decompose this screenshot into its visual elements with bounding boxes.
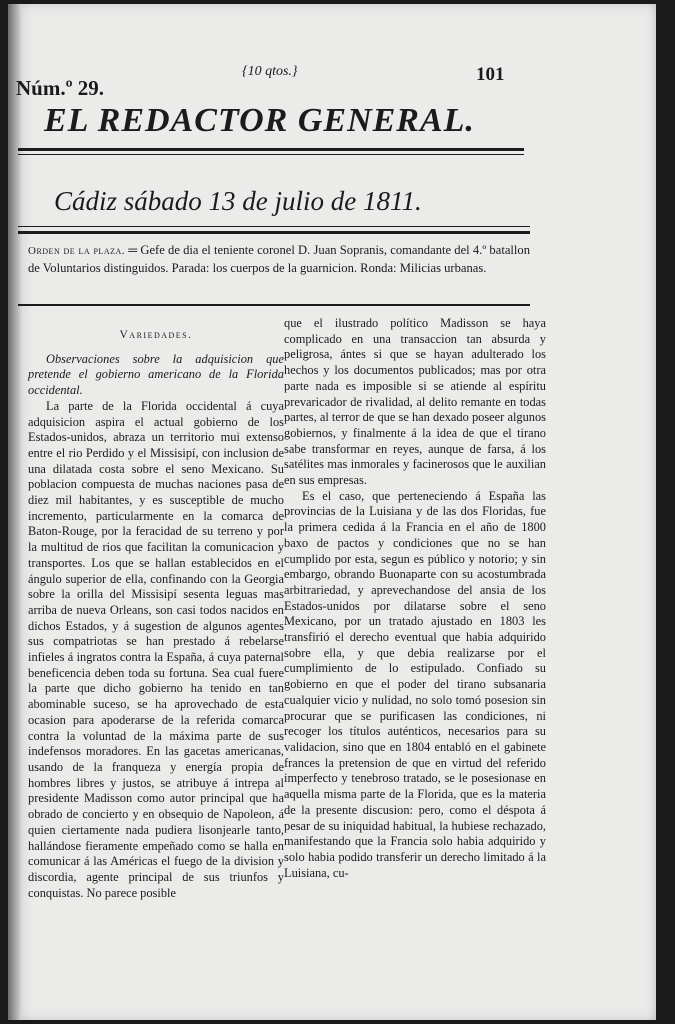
orden-rule (18, 304, 530, 306)
right-paragraph-1: que el ilustrado político Madisson se haya complicado en una transaccion tan absurda y peligrosa, ántes si que se hayan adulterado los hechos y los documentos publicados; mas por otra parte nada es imposible si se atiende al espíritu prevaricador de rivalidad, al delito remante en todas partes, al terror de que se han dexado poseer algunos gobiernos, y finalmente á la idea de que el tirano sabe transformar en reyes, aunque de farsa, á los satélites mas inmorales y facinerosos que le auxilian en sus empresas. (284, 316, 546, 488)
article-subtitle: Observaciones sobre la adquisicion que pretende el gobierno americano de la Florida occidental. (28, 351, 284, 398)
left-paragraph: La parte de la Florida occidental á cuya adquisicion aspira el actual gobierno de los Estados-unidos, abraza un territorio mui extenso entre el rio Perdido y el Missisipí, con inclusion de una dilatada costa sobre el seno Mexicano. Su poblacion compuesta de muchas naciones pasa de diez mil habitantes, y es susceptible de mucho incremento, particularmente en la comarca de Baton-Rouge, por la feracidad de su terreno y por la multitud de rios que facilitan la comunicacion y transportes. Los que se hallan establecidos en el ángulo superior de ella, confinando con la Georgia sobre la orilla del Missisipí sesenta leguas mas arriba de nueva Orleans, son casi todos nacidos en dichos Estados, y á sugestion de algunos agentes sus compatriotas se han prestado á rebelarse infieles á ingratos contra la España, á cuya paternal beneficencia deben toda su fortuna. Sea cual fuere la parte que dicho gobierno ha tenido en tan abominable suceso, se ha aprovechado de esta ocasion para apoderarse de la referida comarca contra la voluntad de la máxima parte de sus indefensos moradores. En las gacetas americanas, usando de la franqueza y energía propia de hombres libres y justos, se atribuye á intrepa al presidente Madisson como autor principal que ha obrado de concierto y en obsequio de Napoleon, á quien ciertamente nada pudiera lisonjearle tanto, hallándose fieramente empeñado como se halla en comunicar á las Américas el fuego de la division y discordia, agente principal de sus triunfos y conquistas. No parece posible (28, 398, 284, 900)
newspaper-title: EL REDACTOR GENERAL. (44, 102, 475, 139)
issue-number: Núm.º 29. (16, 76, 105, 100)
book-spine-shadow (8, 4, 22, 1020)
newspaper-page (8, 4, 656, 1020)
dateline: Cádiz sábado 13 de julio de 1811. (54, 186, 422, 216)
title-rule-top (18, 148, 524, 151)
left-column (28, 322, 284, 901)
orden-text: ═ Gefe de dia el teniente coronel D. Juan Sopranis, comandante del 4.º batallon de Voluntarios distinguidos. Parada: los cuerpos de la guarnicion. Ronda: Milicias urbanas. (28, 243, 531, 275)
orden-de-la-plaza (28, 242, 530, 276)
section-heading: Variedades. (119, 329, 193, 341)
dateline-rule-top (18, 226, 530, 227)
orden-label: Orden de la plaza. (28, 245, 126, 257)
right-column (284, 316, 546, 881)
issue-price: {10 qtos.} (242, 64, 298, 79)
dateline-rule-bottom (18, 231, 530, 234)
page-number: 101 (476, 64, 505, 85)
title-rule-bottom (18, 154, 524, 155)
right-paragraph-2: Es el caso, que perteneciendo á España las provincias de la Luisiana y de las dos Floridas, fue la primera cedida á la Francia en el año de 1800 baxo de pactos y condiciones que no se han cumplido por esta, segun es público y notorio; y sin embargo, obrando Buonaparte con su acostumbrada arbitrariedad, y aprevechandose del ansia de los Estados-unidos por dilatarse sobre el seno Mexicano, por un tratado ajustado en 1803 les transfirió el derecho eventual que habia adquirido sobre ella, y que debia realizarse por el cumplimiento de lo estipulado. Confiado su gobierno en que el poder del tirano subsanaria cualquier vicio y nulidad, no solo tomó posesion sin procurar que se purificasen las condiciones, ni recoger los títulos auténticos, necesarios para su validacion, sino que en 1804 entabló en el gabinete frances la pretension de que en virtud del referido imperfecto y tenebroso tratado, se le posesionase en aquella misma parte de la Florida, que es la materia de la presente discusion: pero, como el déspota á pesar de su iniquidad habitual, la hubiese rechazado, manifestando que la Francia solo habia adquirido y solo habia podido transferir un derecho limitado á la Luisiana, cu- (284, 488, 546, 880)
